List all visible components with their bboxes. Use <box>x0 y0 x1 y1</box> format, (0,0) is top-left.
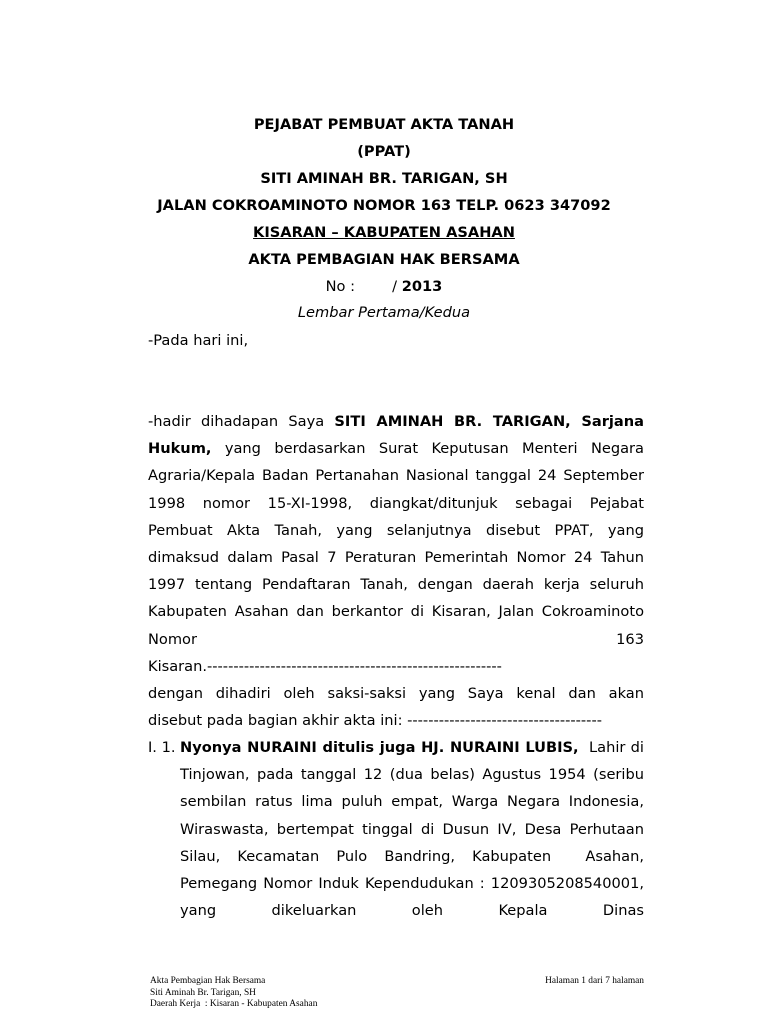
opening-line: -Pada hari ini, <box>148 332 249 349</box>
office-address: JALAN COKROAMINOTO NOMOR 163 TELP. 0623 347092 <box>157 197 611 214</box>
official-name: SITI AMINAH BR. TARIGAN, SH <box>260 170 508 187</box>
office-abbreviation: (PPAT) <box>357 143 411 160</box>
deed-number <box>0 278 768 304</box>
sheet-label: Lembar Pertama/Kedua <box>297 304 471 321</box>
office-title: PEJABAT PEMBUAT AKTA TANAH <box>253 116 515 133</box>
footer-deed-title: Akta Pembagian Hak Bersama <box>150 976 266 986</box>
party-name: Nyonya NURAINI ditulis juga HJ. NURAINI LUBIS, <box>180 739 579 756</box>
footer-official-name: Siti Aminah Br. Tarigan, SH <box>150 987 256 998</box>
document-body <box>148 408 644 734</box>
office-location: KISARAN – KABUPATEN ASAHAN <box>253 224 515 241</box>
document-header <box>0 116 768 331</box>
paragraph-end-line: disebut pada bagian akhir akta ini: ------------------------------------- <box>148 712 602 730</box>
deed-title: AKTA PEMBAGIAN HAK BERSAMA <box>248 251 520 268</box>
deed-year: 2013 <box>401 278 443 295</box>
page-footer <box>150 976 644 1011</box>
paragraph-text: -hadir dihadapan Saya <box>148 413 335 430</box>
page-number: Halaman 1 dari 7 halaman <box>545 976 644 986</box>
footer-work-area: Daerah Kerja : Kisaran - Kabupaten Asahan <box>150 999 318 1009</box>
party-list-item <box>148 734 649 924</box>
paragraph-appearance <box>148 408 644 653</box>
deed-number-label: No : / <box>325 278 398 295</box>
paragraph-witnesses: dengan dihadiri oleh saksi-saksi yang Saya kenal dan akan <box>148 685 644 703</box>
official-name-bold: SITI AMINAH BR. TARIGAN, Sarjana Hukum, <box>148 413 645 458</box>
party-details: Lahir di Tinjowan, pada tanggal 12 (dua belas) Agustus 1954 (seribu sembilan ratus lima puluh empat, Warga Negara Indonesia, Wiraswasta, bertempat tinggal di Dusun IV, Desa Perhutaan Silau, Kecamatan Pulo Bandring, Kabupaten Asahan, Pemegang Nomor Induk Kependudukan : 1209305208540001, yang dikeluarkan oleh Kepala Dinas <box>180 739 649 920</box>
paragraph-end-line: Kisaran.-------------------------------------------------------- <box>148 657 502 675</box>
paragraph-text: yang berdasarkan Surat Keputusan Menteri Negara Agraria/Kepala Badan Pertanahan Nasional tanggal 24 September 1998 nomor 15-XI-1998, diangkat/ditunjuk sebagai Pejabat Pembuat Akta Tanah, yang selanjutnya disebut PPAT, yang dimaksud dalam Pasal 7 Peraturan Pemerintah Nomor 24 Tahun 1997 tentang Pendaftaran Tanah, dengan daerah kerja seluruh Kabupaten Asahan dan berkantor di Kisaran, Jalan Cokroaminoto Nomor 163 <box>148 440 644 648</box>
list-item-number: I. 1. <box>148 739 176 756</box>
party-description <box>180 734 649 924</box>
